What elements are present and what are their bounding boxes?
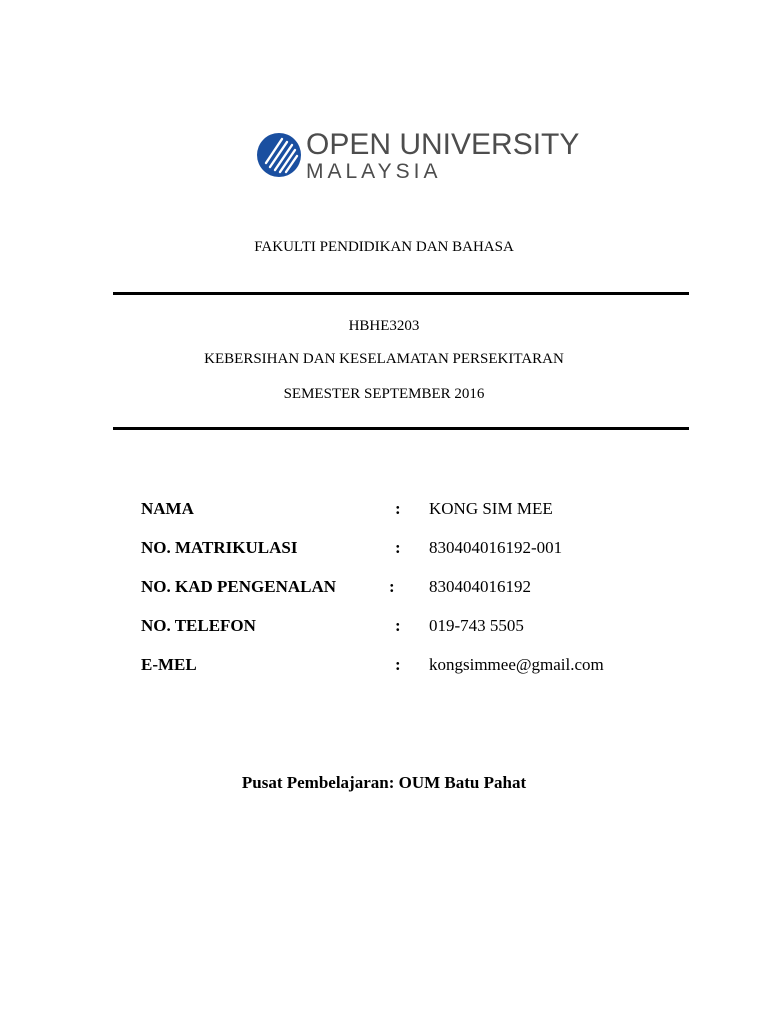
field-colon: :	[395, 616, 401, 635]
faculty-name: FAKULTI PENDIDIKAN DAN BAHASA	[254, 239, 514, 255]
field-value: 830404016192-001	[429, 538, 563, 557]
field-label: NAMA	[141, 499, 194, 518]
field-colon: :	[389, 577, 395, 596]
field-colon: :	[395, 499, 401, 518]
field-label: NO. TELEFON	[141, 616, 256, 635]
field-value: kongsimmee@gmail.com	[429, 655, 604, 674]
field-value: KONG SIM MEE	[429, 499, 553, 518]
field-row-matrikulasi	[0, 538, 768, 560]
semester: SEMESTER SEPTEMBER 2016	[283, 386, 485, 402]
field-value: 830404016192	[429, 577, 531, 596]
university-logo	[256, 127, 580, 183]
divider-bottom	[113, 427, 689, 430]
divider-top	[113, 292, 689, 295]
field-value: 019-743 5505	[429, 616, 524, 635]
course-code: HBHE3203	[348, 318, 420, 334]
field-label: NO. KAD PENGENALAN	[141, 577, 337, 596]
field-label: NO. MATRIKULASI	[141, 538, 298, 557]
field-row-kad-pengenalan	[0, 577, 768, 599]
field-row-telefon	[0, 616, 768, 638]
logo-line2: MALAYSIA	[306, 160, 442, 183]
course-title: KEBERSIHAN DAN KESELAMATAN PERSEKITARAN	[204, 351, 564, 367]
field-colon: :	[395, 538, 401, 557]
field-row-nama	[0, 499, 768, 521]
logo-line1: OPEN UNIVERSITY	[306, 128, 580, 161]
learning-centre: Pusat Pembelajaran: OUM Batu Pahat	[241, 773, 527, 792]
field-label: E-MEL	[141, 655, 197, 674]
oum-emblem-icon	[256, 127, 580, 183]
field-colon: :	[395, 655, 401, 674]
field-row-emel	[0, 655, 768, 677]
